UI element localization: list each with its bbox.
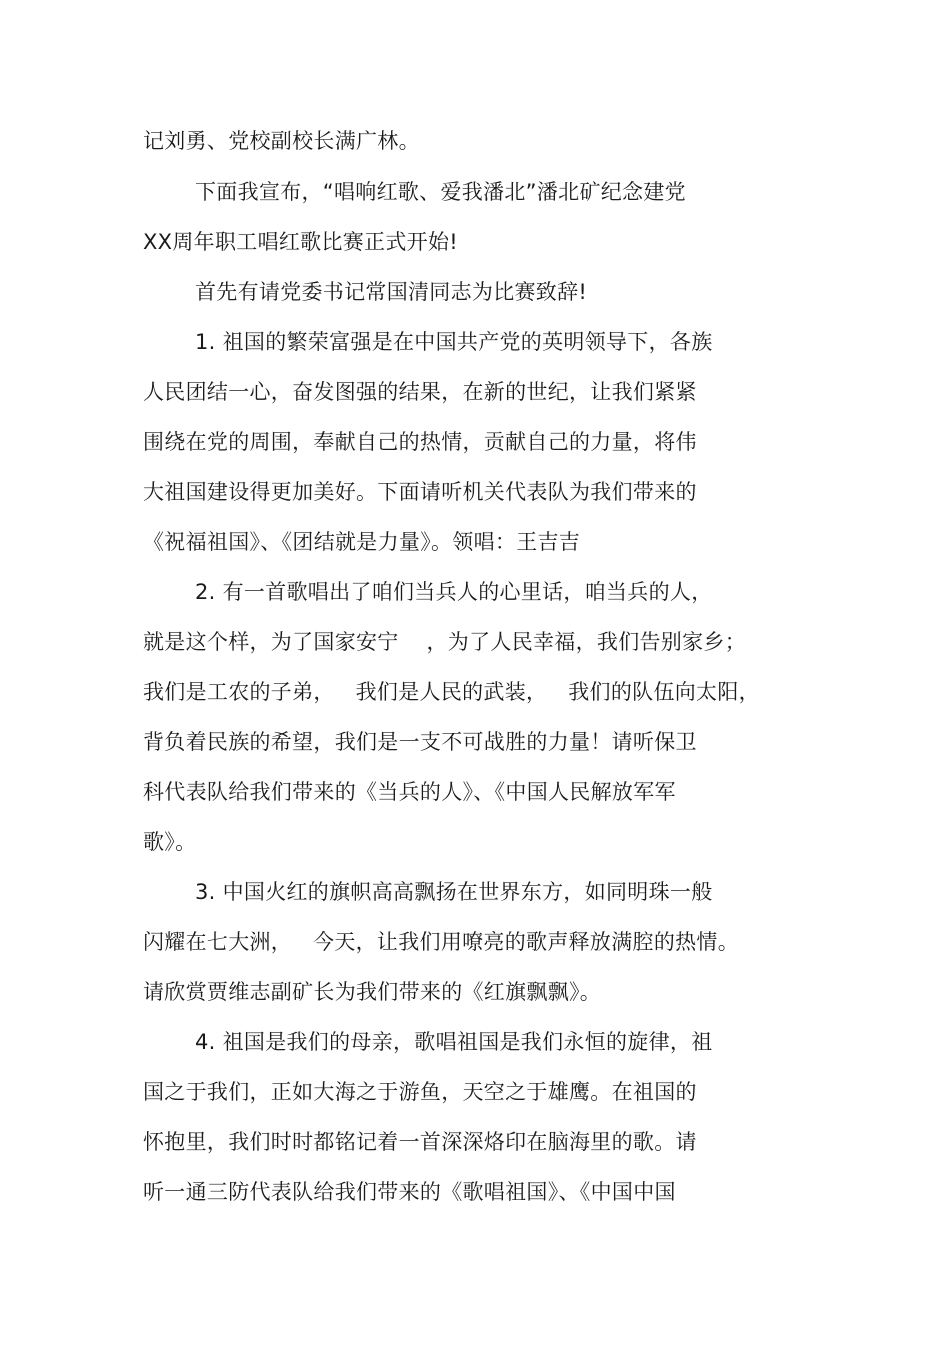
text-line: 下面我宣布，“唱响红歌、爱我潘北”潘北矿纪念建党 bbox=[195, 180, 686, 204]
text-line: 1. 祖国的繁荣富强是在中国共产党的英明领导下，各族 bbox=[195, 330, 713, 354]
text-line: 3. 中国火红的旗帜高高飘扬在世界东方，如同明珠一般 bbox=[195, 880, 713, 904]
text-line: 记刘勇、党校副校长满广林。 bbox=[143, 129, 420, 153]
text-line: 我们是工农的子弟， 我们是人民的武装， 我们的队伍向太阳， bbox=[143, 680, 760, 704]
text-line: 首先有请党委书记常国清同志为比赛致辞! bbox=[195, 280, 588, 304]
text-line: 闪耀在七大洲， 今天，让我们用嘹亮的歌声释放满腔的热情。 bbox=[143, 930, 740, 954]
text-line: 《祝福祖国》、《团结就是力量》。领唱：王吉吉 bbox=[143, 530, 581, 554]
text-line: XX周年职工唱红歌比赛正式开始! bbox=[143, 230, 458, 254]
text-line: 大祖国建设得更加美好。下面请听机关代表队为我们带来的 bbox=[143, 480, 697, 504]
text-line: 围绕在党的周围，奉献自己的热情，贡献自己的力量，将伟 bbox=[143, 430, 697, 454]
text-line: 怀抱里，我们时时都铭记着一首深深烙印在脑海里的歌。请 bbox=[143, 1130, 697, 1154]
text-line: 科代表队给我们带来的《当兵的人》、《中国人民解放军军 bbox=[143, 780, 676, 804]
text-line: 4. 祖国是我们的母亲，歌唱祖国是我们永恒的旋律，祖 bbox=[195, 1030, 713, 1054]
text-line: 国之于我们，正如大海之于游鱼，天空之于雄鹰。在祖国的 bbox=[143, 1080, 697, 1104]
text-line: 人民团结一心，奋发图强的结果，在新的世纪，让我们紧紧 bbox=[143, 380, 697, 404]
text-line: 背负着民族的希望，我们是一支不可战胜的力量！请听保卫 bbox=[143, 730, 697, 754]
text-line: 歌》。 bbox=[143, 830, 197, 854]
text-line: 请欣赏贾维志副矿长为我们带来的《红旗飘飘》。 bbox=[143, 980, 602, 1004]
text-line: 听一通三防代表队给我们带来的《歌唱祖国》、《中国中国 bbox=[143, 1180, 676, 1204]
text-line: 就是这个样，为了国家安宁 ，为了人民幸福，我们告别家乡； bbox=[143, 630, 746, 654]
text-line: 2. 有一首歌唱出了咱们当兵人的心里话，咱当兵的人， bbox=[195, 580, 713, 604]
